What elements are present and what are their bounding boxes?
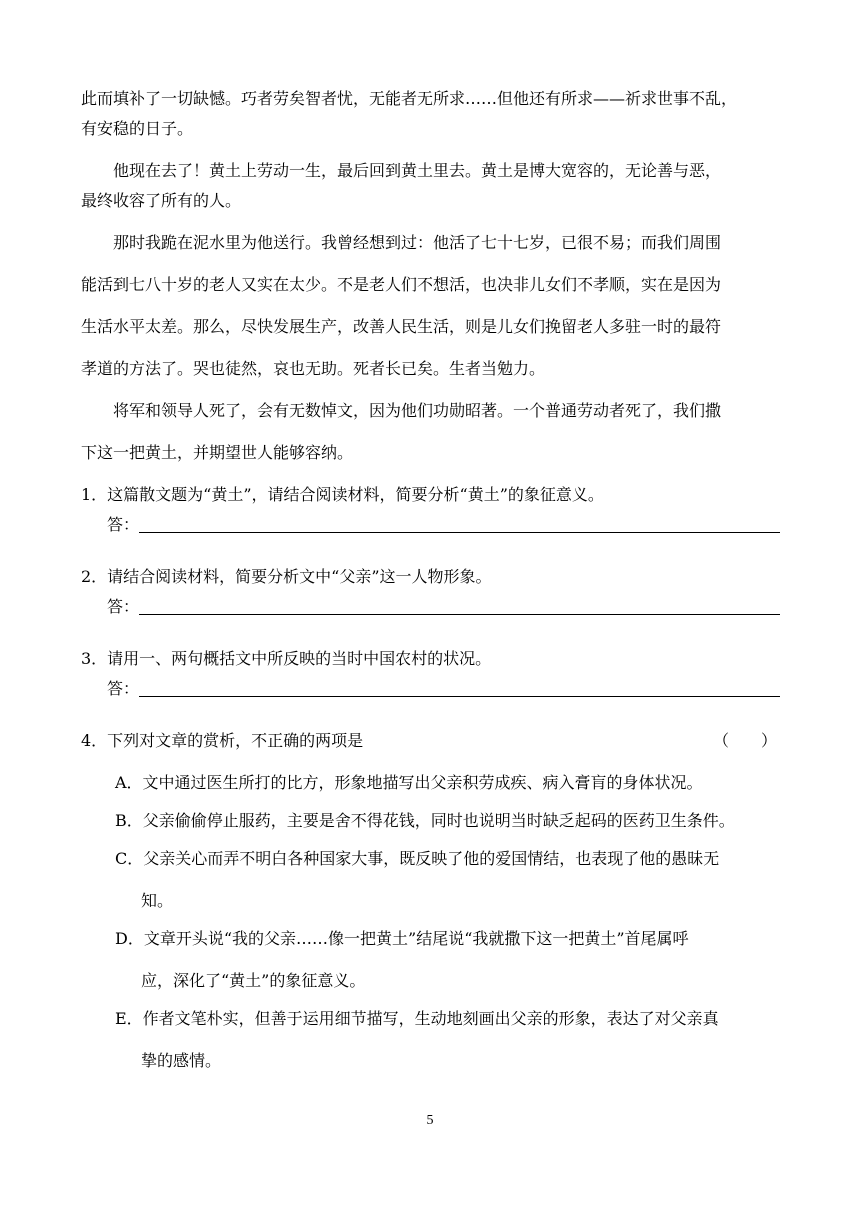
answer-underline <box>139 614 780 615</box>
paragraph-4 <box>81 396 780 468</box>
question-3 <box>81 644 780 674</box>
question-text: 1．这篇散文题为“黄土”，请结合阅读材料，简要分析“黄土”的象征意义。 <box>81 485 604 504</box>
text-line: 能活到七八十岁的老人又实在太少。不是老人们不想活，也决非儿女们不孝顺，实在是因为 <box>81 275 722 294</box>
question-1 <box>81 480 780 510</box>
paragraph-1 <box>81 84 780 144</box>
text-line: 他现在去了！黄土上劳动一生，最后回到黄土里去。黄土是博大宽容的，无论善与恶， <box>113 161 722 180</box>
text-line: 下这一把黄土，并期望世人能够容纳。 <box>81 443 354 462</box>
text-line: 最终收容了所有的人。 <box>81 191 242 210</box>
answer-line-1[interactable] <box>81 510 780 540</box>
answer-underline <box>139 696 780 697</box>
text-line: 孝道的方法了。哭也徒然，哀也无助。死者长已矣。生者当勉力。 <box>81 359 546 378</box>
question-2 <box>81 562 780 592</box>
answer-bracket[interactable]: （ ） <box>712 731 777 750</box>
answer-label: 答： <box>107 597 140 616</box>
text-line: 那时我跪在泥水里为他送行。我曾经想到过：他活了七十七岁，已很不易；而我们周围 <box>113 233 722 252</box>
option-text: 知。 <box>141 891 174 910</box>
question-4 <box>81 726 780 756</box>
text-line: 有安稳的日子。 <box>81 119 194 138</box>
question-text: 3．请用一、两句概括文中所反映的当时中国农村的状况。 <box>81 649 492 668</box>
option-d <box>81 924 780 996</box>
option-e <box>81 1004 780 1076</box>
answer-line-3[interactable] <box>81 674 780 704</box>
text-line: 生活水平太差。那么，尽快发展生产，改善人民生活，则是儿女们挽留老人多驻一时的最符 <box>81 317 722 336</box>
option-text: 挚的感情。 <box>141 1051 222 1070</box>
question-text: 2．请结合阅读材料，简要分析文中“父亲”这一人物形象。 <box>81 567 492 586</box>
option-text: B．父亲偷偷停止服药，主要是舍不得花钱，同时也说明当时缺乏起码的医药卫生条件。 <box>115 811 735 830</box>
text-line: 此而填补了一切缺憾。巧者劳矣智者忧，无能者无所求……但他还有所求——祈求世事不乱， <box>81 89 738 108</box>
option-c <box>81 844 780 916</box>
answer-line-2[interactable] <box>81 592 780 622</box>
option-text: C．父亲关心而弄不明白各种国家大事，既反映了他的爱国情结，也表现了他的愚昧无 <box>115 849 720 868</box>
option-text: 应，深化了“黄土”的象征意义。 <box>141 971 366 990</box>
page-number: 5 <box>426 1113 434 1128</box>
text-line: 将军和领导人死了，会有无数悼文，因为他们功勋昭著。一个普通劳动者死了，我们撒 <box>113 401 722 420</box>
option-text: D．文章开头说“我的父亲……像一把黄土”结尾说“我就撒下这一把黄土”首尾属呼 <box>115 929 689 948</box>
option-text: E．作者文笔朴实，但善于运用细节描写，生动地刻画出父亲的形象，表达了对父亲真 <box>115 1009 719 1028</box>
page-content <box>81 84 780 1084</box>
question-text: 4．下列对文章的赏析，不正确的两项是 <box>81 731 364 750</box>
option-a <box>81 768 780 798</box>
answer-label: 答： <box>107 679 140 698</box>
answer-label: 答： <box>107 515 140 534</box>
answer-underline <box>139 532 780 533</box>
paragraph-2 <box>81 156 780 216</box>
paragraph-3 <box>81 228 780 384</box>
option-b <box>81 806 780 836</box>
option-text: A．文中通过医生所打的比方，形象地描写出父亲积劳成疾、病入膏肓的身体状况。 <box>115 773 703 792</box>
